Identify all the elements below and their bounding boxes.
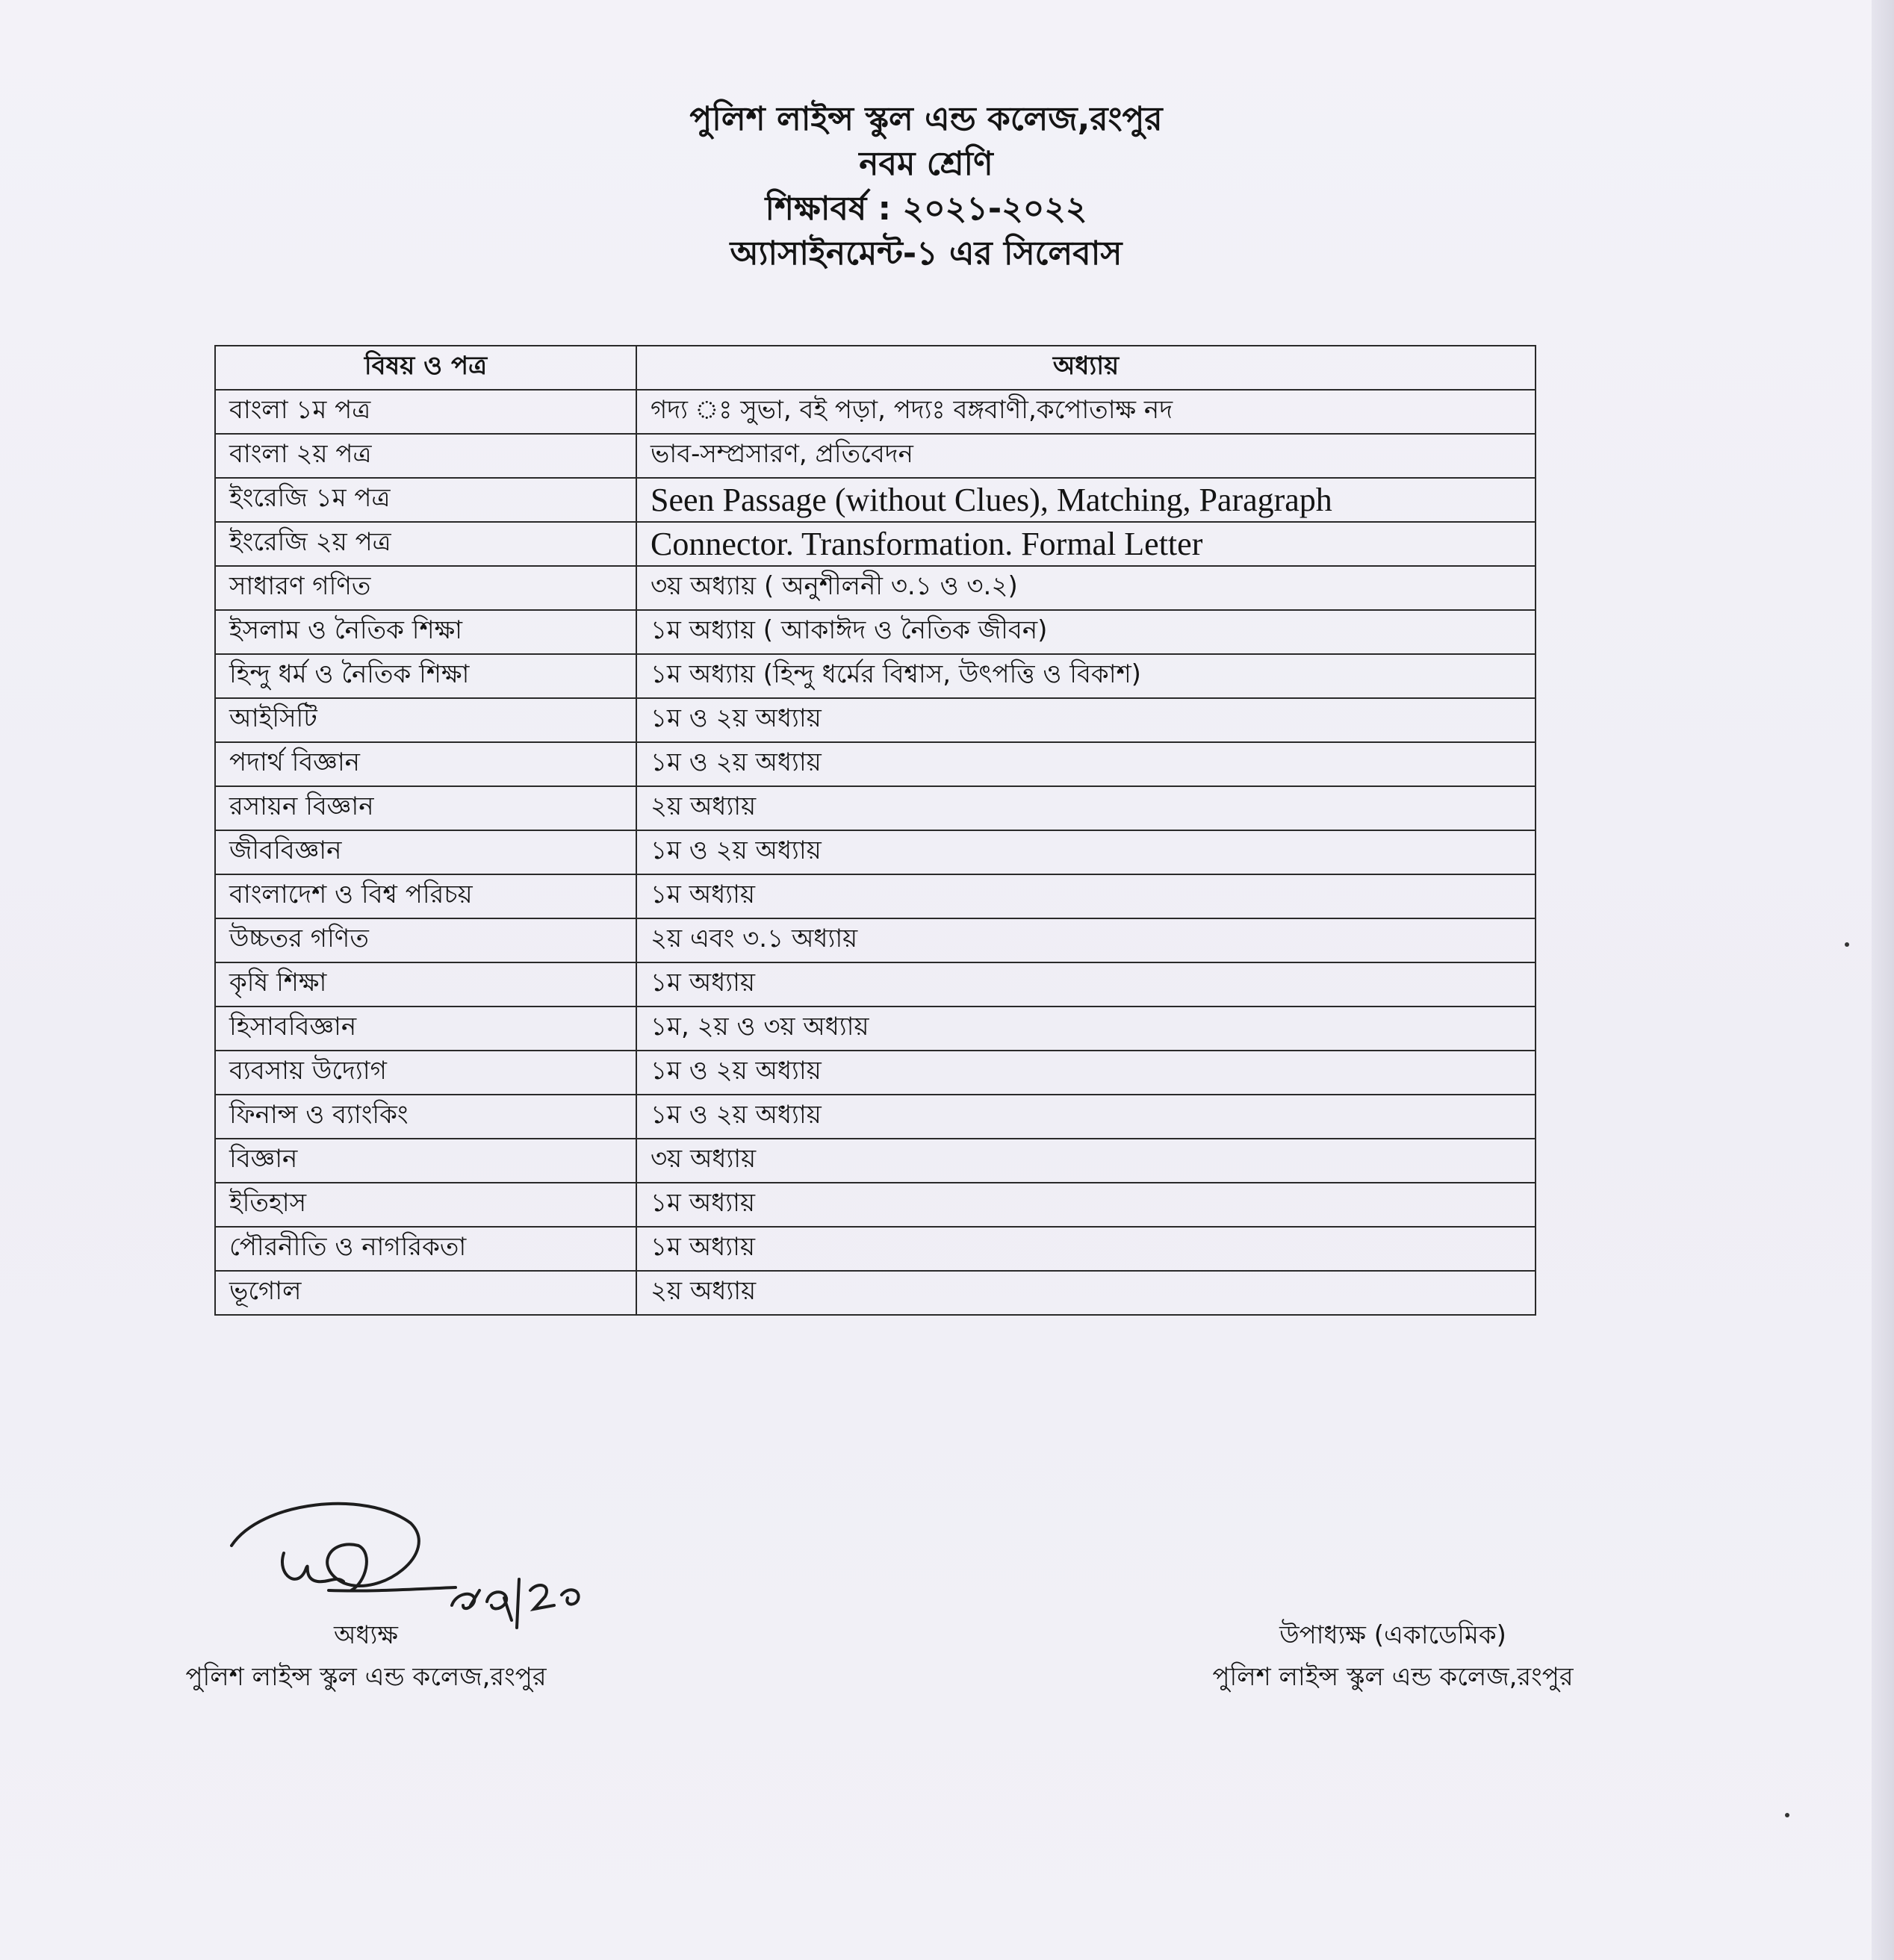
- table-row: [215, 1271, 1536, 1315]
- scan-speck: [1845, 942, 1849, 947]
- subject-cell: ইংরেজি ১ম পত্র: [215, 478, 636, 522]
- subject-cell: কৃষি শিক্ষা: [215, 962, 636, 1007]
- subject-cell: ইসলাম ও নৈতিক শিক্ষা: [215, 610, 636, 654]
- table-row: [215, 566, 1536, 610]
- chapter-cell: গদ্য ঃ সুভা, বই পড়া, পদ্যঃ বঙ্গবাণী,কপোতাক্ষ নদ: [636, 390, 1536, 434]
- chapter-cell: ১ম অধ্যায়: [636, 962, 1536, 1007]
- table-row: [215, 742, 1536, 786]
- table-row: [215, 434, 1536, 478]
- table-row: [215, 390, 1536, 434]
- table-row: [215, 1007, 1536, 1051]
- chapter-cell: ১ম ও ২য় অধ্যায়: [636, 1095, 1536, 1139]
- chapter-cell: ১ম ও ২য় অধ্যায়: [636, 1051, 1536, 1095]
- table-row: [215, 522, 1536, 566]
- subject-cell: ব্যবসায় উদ্যোগ: [215, 1051, 636, 1095]
- chapter-cell: ৩য় অধ্যায়: [636, 1139, 1536, 1183]
- column-header-chapter: অধ্যায়: [636, 346, 1536, 390]
- vice-principal-institution: পুলিশ লাইন্স স্কুল এন্ড কলেজ,রংপুর: [1212, 1662, 1574, 1692]
- table-row: [215, 962, 1536, 1007]
- subject-cell: পৌরনীতি ও নাগরিকতা: [215, 1227, 636, 1271]
- table-row: [215, 478, 1536, 522]
- chapter-cell: ১ম ও ২য় অধ্যায়: [636, 698, 1536, 742]
- chapter-cell: ১ম অধ্যায়: [636, 1227, 1536, 1271]
- subject-cell: বাংলা ১ম পত্র: [215, 390, 636, 434]
- table-row: [215, 1139, 1536, 1183]
- scan-speck: [1785, 1813, 1789, 1817]
- chapter-cell: Connector. Transformation. Formal Letter: [636, 522, 1536, 566]
- subject-cell: ভূগোল: [215, 1271, 636, 1315]
- subject-cell: হিন্দু ধর্ম ও নৈতিক শিক্ষা: [215, 654, 636, 698]
- table-row: [215, 654, 1536, 698]
- syllabus-table: [214, 345, 1536, 1316]
- chapter-cell: ১ম অধ্যায় (হিন্দু ধর্মের বিশ্বাস, উৎপত্তি ও বিকাশ): [636, 654, 1536, 698]
- chapter-cell: ১ম অধ্যায়: [636, 1183, 1536, 1227]
- subject-cell: পদার্থ বিজ্ঞান: [215, 742, 636, 786]
- table-row: [215, 874, 1536, 918]
- table-row: [215, 1227, 1536, 1271]
- chapter-cell: ১ম অধ্যায় ( আকাঈদ ও নৈতিক জীবন): [636, 610, 1536, 654]
- subject-cell: হিসাববিজ্ঞান: [215, 1007, 636, 1051]
- subject-cell: আইসিটি: [215, 698, 636, 742]
- subject-cell: উচ্চতর গণিত: [215, 918, 636, 962]
- table-row: [215, 1051, 1536, 1095]
- subject-cell: রসায়ন বিজ্ঞান: [215, 786, 636, 830]
- vice-principal-role: উপাধ্যক্ষ (একাডেমিক): [1279, 1620, 1506, 1650]
- chapter-cell: ১ম, ২য় ও ৩য় অধ্যায়: [636, 1007, 1536, 1051]
- subject-cell: সাধারণ গণিত: [215, 566, 636, 610]
- chapter-cell: ৩য় অধ্যায় ( অনুশীলনী ৩.১ ও ৩.২): [636, 566, 1536, 610]
- page-edge-shadow: [1872, 0, 1894, 1960]
- subject-cell: ফিনান্স ও ব্যাংকিং: [215, 1095, 636, 1139]
- table-row: [215, 1095, 1536, 1139]
- table-row: [215, 786, 1536, 830]
- subject-cell: বিজ্ঞান: [215, 1139, 636, 1183]
- table-row: [215, 610, 1536, 654]
- principal-signature-block: [172, 1614, 560, 1698]
- vice-principal-signature-block: [1187, 1614, 1598, 1698]
- subject-cell: জীববিজ্ঞান: [215, 830, 636, 874]
- class-title: নবম শ্রেণি: [859, 145, 993, 183]
- session-title: শিক্ষাবর্ষ : ২০২১-২০২২: [765, 190, 1087, 228]
- chapter-cell: ১ম অধ্যায়: [636, 874, 1536, 918]
- chapter-cell: ২য় এবং ৩.১ অধ্যায়: [636, 918, 1536, 962]
- column-header-subject: বিষয় ও পত্র: [215, 346, 636, 390]
- chapter-cell: Seen Passage (without Clues), Matching, Paragraph: [636, 478, 1536, 522]
- principal-institution: পুলিশ লাইন্স স্কুল এন্ড কলেজ,রংপুর: [185, 1662, 547, 1692]
- subject-cell: বাংলাদেশ ও বিশ্ব পরিচয়: [215, 874, 636, 918]
- table-row: [215, 830, 1536, 874]
- table-row: [215, 918, 1536, 962]
- table-row: [215, 1183, 1536, 1227]
- chapter-cell: ১ম ও ২য় অধ্যায়: [636, 830, 1536, 874]
- institution-title: পুলিশ লাইন্স স্কুল এন্ড কলেজ,রংপুর: [689, 100, 1163, 138]
- table-row: [215, 698, 1536, 742]
- table-header-row: [215, 346, 1536, 390]
- chapter-cell: ১ম ও ২য় অধ্যায়: [636, 742, 1536, 786]
- chapter-cell: ভাব-সম্প্রসারণ, প্রতিবেদন: [636, 434, 1536, 478]
- principal-role: অধ্যক্ষ: [334, 1620, 398, 1650]
- subject-cell: বাংলা ২য় পত্র: [215, 434, 636, 478]
- document-header: [0, 97, 1894, 276]
- subject-cell: ইতিহাস: [215, 1183, 636, 1227]
- subject-cell: ইংরেজি ২য় পত্র: [215, 522, 636, 566]
- syllabus-title: অ্যাসাইনমেন্ট-১ এর সিলেবাস: [730, 234, 1123, 273]
- chapter-cell: ২য় অধ্যায়: [636, 1271, 1536, 1315]
- chapter-cell: ২য় অধ্যায়: [636, 786, 1536, 830]
